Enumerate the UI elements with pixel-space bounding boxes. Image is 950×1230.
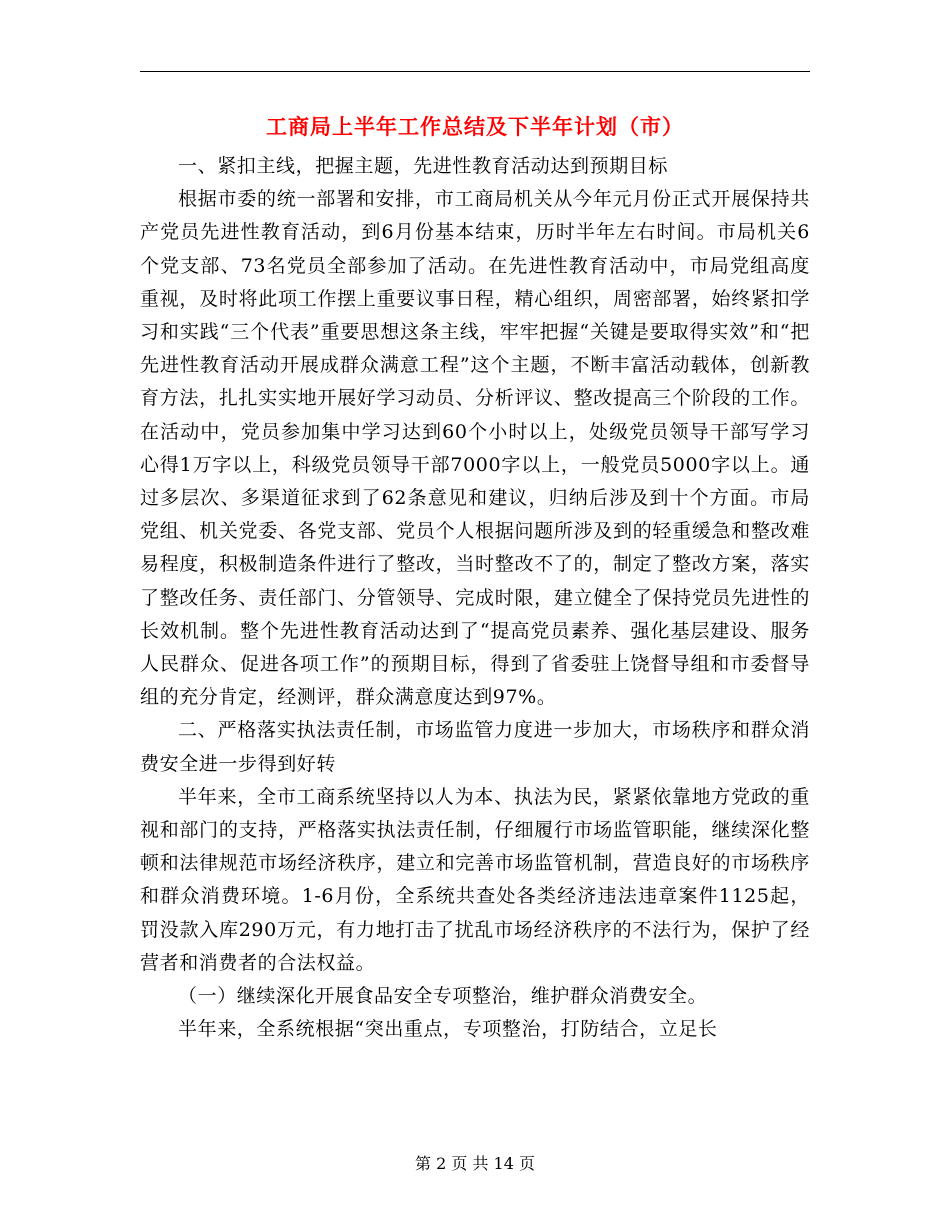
document-body xyxy=(140,150,810,1046)
body-paragraph-2: 半年来，全市工商系统坚持以人为本、执法为民，紧紧依靠地方党政的重视和部门的支持，严格落实执法责任制，仔细履行市场监管职能，继续深化整顿和法律规范市场经济秩序，建立和完善市场监管机制，营造良好的市场秩序和群众消费环境。1-6月份，全系统共查处各类经济违法违章案件1125起，罚没款入库290万元，有力地打击了扰乱市场经济秩序的不法行为，保护了经营者和消费者的合法权益。 xyxy=(140,785,810,974)
document-title: 工商局上半年工作总结及下半年计划（市） xyxy=(266,114,684,139)
body-paragraph-1: 根据市委的统一部署和安排，市工商局机关从今年元月份正式开展保持共产党员先进性教育活动，到6月份基本结束，历时半年左右时间。市局机关6个党支部、73名党员全部参加了活动。在先进性教育活动中，市局党组高度重视，及时将此项工作摆上重要议事日程，精心组织，周密部署，始终紧扣学习和实践“三个代表”重要思想这条主线，牢牢把握“关键是要取得实效”和“把先进性教育活动开展成群众满意工程”这个主题，不断丰富活动载体，创新教育方法，扎扎实实地开展好学习动员、分析评议、整改提高三个阶段的工作。在活动中，党员参加集中学习达到60个小时以上，处级党员领导干部写学习心得1万字以上，科级党员领导干部7000字以上，一般党员5000字以上。通过多层次、多渠道征求到了62条意见和建议，归纳后涉及到十个方面。市局党组、机关党委、各党支部、党员个人根据问题所涉及到的轻重缓急和整改难易程度，积极制造条件进行了整改，当时整改不了的，制定了整改方案，落实了整改任务、责任部门、分管领导、完成时限，建立健全了保持党员先进性的长效机制。整个先进性教育活动达到了“提高党员素养、强化基层建设、服务人民群众、促进各项工作”的预期目标，得到了省委驻上饶督导组和市委督导组的充分肯定，经测评，群众满意度达到97%。 xyxy=(140,188,810,709)
section-heading-2: 二、严格落实执法责任制，市场监管力度进一步加大，市场秩序和群众消费安全进一步得到好转 xyxy=(140,719,810,775)
subsection-heading-1: （一）继续深化开展食品安全专项整治，维护群众消费安全。 xyxy=(178,985,708,1008)
page-number-footer: 第 2 页 共 14 页 xyxy=(415,1154,535,1173)
header-rule xyxy=(140,71,810,72)
body-paragraph-3: 半年来，全系统根据“突出重点，专项整治，打防结合，立足长 xyxy=(178,1018,718,1041)
section-heading-1: 一、紧扣主线，把握主题，先进性教育活动达到预期目标 xyxy=(178,155,669,177)
